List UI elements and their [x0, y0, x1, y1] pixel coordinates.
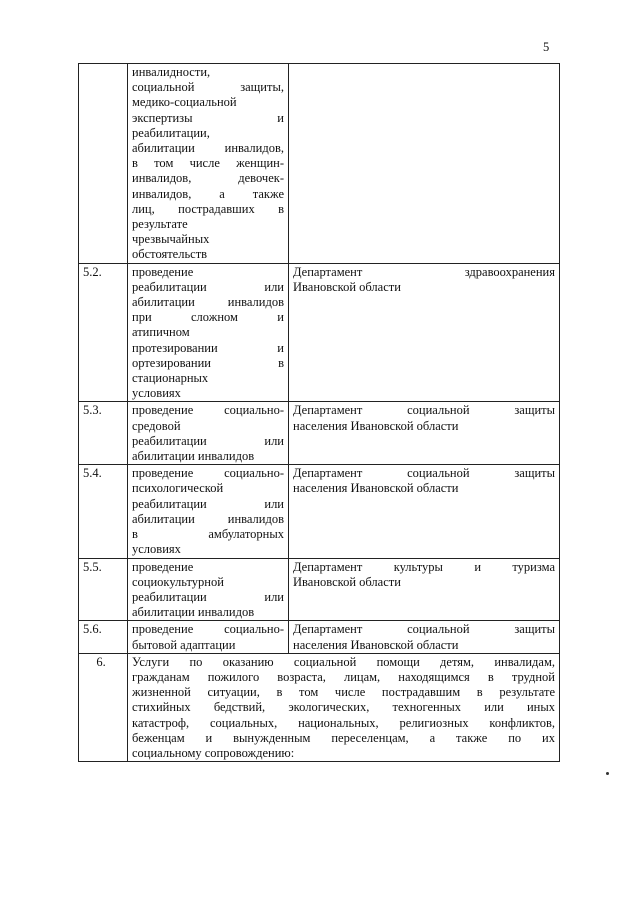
row-number: 5.5. — [79, 558, 128, 621]
service-text-line: абилитации инвалидов — [132, 511, 284, 526]
service-cell — [128, 263, 289, 402]
service-text-line: стационарных — [132, 371, 209, 386]
department-text-line: Департамент культуры и туризма — [293, 559, 555, 574]
service-text-line: абилитации инвалидов, — [132, 141, 284, 156]
section-6-text — [128, 653, 560, 761]
department-cell — [289, 402, 560, 465]
service-text-line: ортезировании в — [132, 355, 284, 370]
service-text-line: средовой — [132, 418, 181, 433]
service-text-line: проведение — [132, 264, 194, 279]
service-text-line: реабилитации, — [132, 125, 210, 140]
service-text-line: абилитации инвалидов — [132, 295, 284, 310]
row-number — [79, 64, 128, 264]
row-number: 5.4. — [79, 465, 128, 558]
service-text-line: медико-социальной — [132, 95, 237, 110]
service-text-line: результате — [132, 217, 188, 232]
service-cell — [128, 465, 289, 558]
section-6-text-line: социальному сопровождению: — [132, 745, 295, 760]
row-number: 5.6. — [79, 621, 128, 653]
service-cell — [128, 402, 289, 465]
service-text-line: реабилитации или — [132, 279, 284, 294]
service-text-line: лиц, пострадавших в — [132, 201, 284, 216]
service-cell — [128, 558, 289, 621]
table-row — [79, 263, 560, 402]
section-6-text-line: катастроф, социальных, национальных, религиозных конфликтов, — [132, 715, 555, 730]
service-text-line: проведение социально- — [132, 403, 284, 418]
section-6-text-line: гражданам пожилого возраста, лицам, находящимся в трудной — [132, 669, 555, 684]
service-text-line: психологической — [132, 481, 224, 496]
table-row — [79, 465, 560, 558]
service-text-line: реабилитации или — [132, 589, 284, 604]
department-text-line: Ивановской области — [293, 279, 401, 294]
service-text-line: проведение социально- — [132, 466, 284, 481]
service-text-line: атипичном — [132, 325, 190, 340]
service-text-line: чрезвычайных — [132, 232, 210, 247]
section-6-text-line: Услуги по оказанию социальной помощи детям, инвалидам, — [132, 654, 555, 669]
service-text-line: при сложном и — [132, 310, 284, 325]
department-text-line: Департамент социальной защиты — [293, 622, 555, 637]
department-text-line: населения Ивановской области — [293, 481, 459, 496]
table-row — [79, 402, 560, 465]
service-text-line: обстоятельств — [132, 247, 208, 262]
row-number: 5.2. — [79, 263, 128, 402]
department-text-line: населения Ивановской области — [293, 637, 459, 652]
section-6-text-line: беженцам и вынужденным переселенцам, а также по их — [132, 730, 555, 745]
section-6-row — [79, 653, 560, 761]
service-text-line: в том числе женщин- — [132, 156, 284, 171]
service-text-line: в амбулаторных — [132, 527, 284, 542]
service-cell — [128, 621, 289, 653]
department-text-line: Департамент социальной защиты — [293, 466, 555, 481]
service-text-line: проведение — [132, 559, 194, 574]
department-cell — [289, 558, 560, 621]
service-text-line: экспертизы и — [132, 110, 284, 125]
service-text-line: инвалидов, а также — [132, 186, 284, 201]
service-cell — [128, 64, 289, 264]
service-text-line: социальной защиты, — [132, 80, 284, 95]
department-cell — [289, 263, 560, 402]
department-text-line: Ивановской области — [293, 574, 401, 589]
service-text-line: протезировании и — [132, 340, 284, 355]
service-text-line: условиях — [132, 542, 181, 557]
service-text-line: реабилитации или — [132, 433, 284, 448]
department-text-line: Департамент здравоохранения — [293, 264, 555, 279]
table-row — [79, 621, 560, 653]
service-text-line: социокультурной — [132, 574, 224, 589]
service-text-line: инвалидов, девочек- — [132, 171, 284, 186]
services-table — [78, 63, 560, 762]
department-text-line: Департамент социальной защиты — [293, 403, 555, 418]
table-row — [79, 64, 560, 264]
department-cell — [289, 64, 560, 264]
department-text-line: населения Ивановской области — [293, 418, 459, 433]
section-6-text-line: стихийных бедствий, экологических, техногенных или иных — [132, 700, 555, 715]
service-text-line: реабилитации или — [132, 496, 284, 511]
service-text-line: проведение социально- — [132, 622, 284, 637]
page-number: 5 — [543, 40, 550, 54]
section-number: 6. — [79, 653, 128, 761]
row-number: 5.3. — [79, 402, 128, 465]
service-text-line: бытовой адаптации — [132, 637, 236, 652]
department-cell — [289, 621, 560, 653]
margin-mark — [606, 772, 609, 775]
service-text-line: инвалидности, — [132, 65, 211, 79]
section-6-text-line: жизненной ситуации, в том числе пострадавшим в результате — [132, 685, 555, 700]
service-text-line: абилитации инвалидов — [132, 449, 255, 464]
department-cell — [289, 465, 560, 558]
service-text-line: условиях — [132, 386, 181, 401]
service-text-line: абилитации инвалидов — [132, 605, 255, 620]
table-row — [79, 558, 560, 621]
